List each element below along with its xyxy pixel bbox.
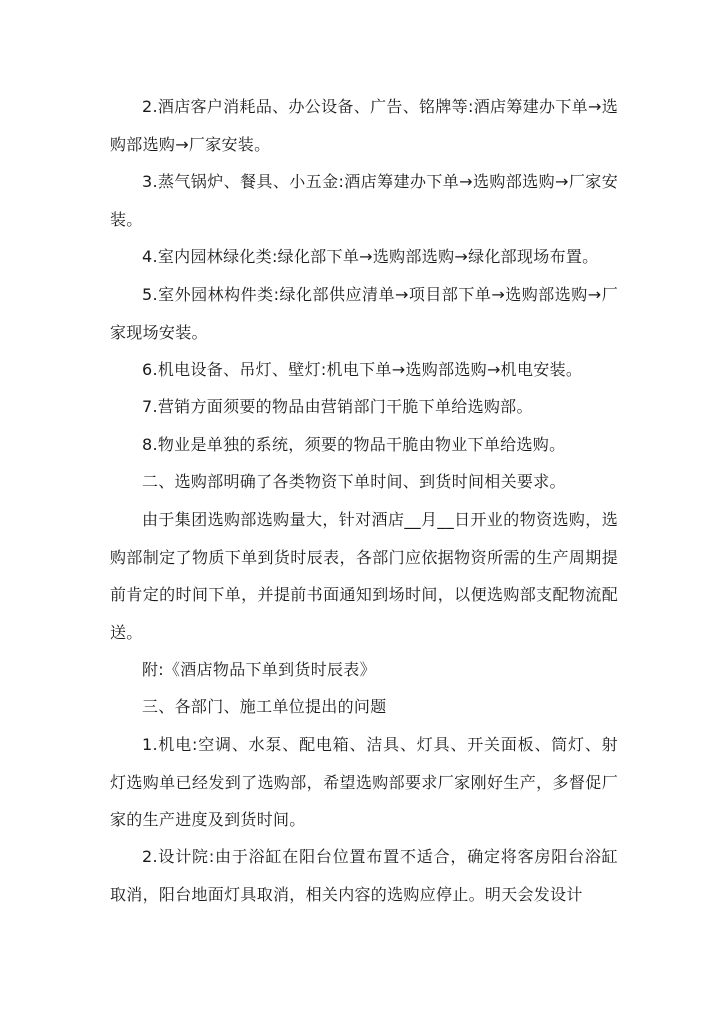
- paragraph-item-6-electromechanical: 6.机电设备、吊灯、壁灯:机电下单→选购部选购→机电安装。: [142, 360, 583, 379]
- paragraph-item-4-indoor-greening: 4.室内园林绿化类:绿化部下单→选购部选购→绿化部现场布置。: [142, 247, 599, 266]
- paragraph-item-3-boiler: 3.蒸气锅炉、餐具、小五金:酒店筹建办下单→选购部选购→厂家安装。: [110, 172, 618, 229]
- paragraph-item-5-outdoor-greening: 5.室外园林构件类:绿化部供应清单→项目部下单→选购部选购→厂家现场安装。: [110, 285, 618, 342]
- paragraph-item-8-property: 8.物业是单独的系统，须要的物品干脆由物业下单给选购。: [142, 435, 566, 454]
- paragraph-issue-2-design-institute: 2.设计院:由于浴缸在阳台位置布置不适合，确定将客房阳台浴缸取消，阳台地面灯具取消，相关内容的选购应停止。明天会发设计: [110, 847, 618, 904]
- paragraph-issue-1-electromechanical: 1.机电:空调、水泵、配电箱、洁具、灯具、开关面板、筒灯、射灯选购单已经发到了选购部，希望选购部要求厂家刚好生产，多督促厂家的生产进度及到货时间。: [110, 735, 618, 829]
- section-heading-2: 二、选购部明确了各类物资下单时间、到货时间相关要求。: [142, 472, 566, 491]
- section-heading-3: 三、各部门、施工单位提出的问题: [142, 697, 387, 716]
- paragraph-item-2-consumables: 2.酒店客户消耗品、办公设备、广告、铭牌等:酒店筹建办下单→选购部选购→厂家安装。: [110, 97, 618, 154]
- paragraph-schedule-description: 由于集团选购部选购量大，针对酒店__月__日开业的物资选购，选购部制定了物质下单到货时辰表，各部门应依据物资所需的生产周期提前肯定的时间下单，并提前书面通知到场时间，以便选购部支配物流配送。: [110, 510, 618, 642]
- paragraph-item-7-marketing: 7.营销方面须要的物品由营销部门干脆下单给选购部。: [142, 397, 533, 416]
- paragraph-appendix: 附:《酒店物品下单到货时辰表》: [142, 660, 376, 679]
